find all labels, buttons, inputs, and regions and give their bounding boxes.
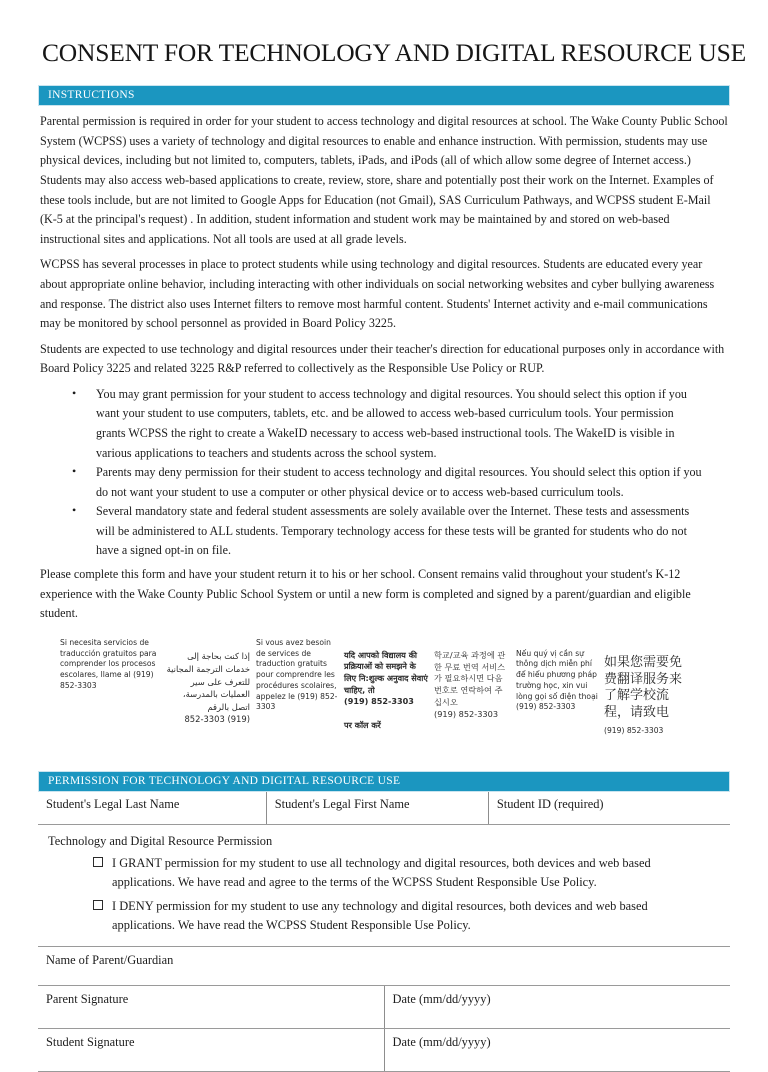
table-row bbox=[38, 947, 730, 986]
translation-arabic-text: إذا كنت بحاجة إلى خدمات الترجمة المجانية للتعرف على سير العمليات بالمدرسة، اتصل بالرقم bbox=[166, 651, 250, 712]
translation-chinese-text: 如果您需要免费翻译服务来了解学校流程，请致电 bbox=[604, 654, 683, 721]
list-item: • Parents may deny permission for their student to access technology and digital resources. You should select this option if you do not want your student to use a computer or other physical device or to access web-based curriculum tools. bbox=[38, 463, 730, 502]
permission-section-label: PERMISSION FOR TECHNOLOGY AND DIGITAL RESOURCE USE bbox=[48, 774, 401, 787]
instructions-section-header bbox=[38, 85, 730, 106]
field-student-first-name[interactable]: Student's Legal First Name bbox=[266, 792, 488, 825]
permission-section-header bbox=[38, 771, 730, 792]
signature-table bbox=[38, 947, 730, 1072]
instructions-bullet-list bbox=[38, 385, 730, 561]
translation-vietnamese-phone: (919) 852-3303 bbox=[516, 702, 576, 712]
list-item: • You may grant permission for your student to access technology and digital resources. You should select this option if you want your student to use computers, tablets, etc. and be allowed to access web-based curriculum tools. Your permission grants WCPSS the right to create a WakeID necessary to access web-based instructional tools. The WakeID is visible in various applications to teachers and students across the school system. bbox=[38, 385, 730, 463]
translation-hindi bbox=[344, 638, 434, 744]
checkbox-icon-grant[interactable] bbox=[93, 857, 103, 867]
permission-heading: Technology and Digital Resource Permission bbox=[48, 833, 273, 848]
field-student-id[interactable]: Student ID (required) bbox=[488, 792, 730, 825]
translation-arabic bbox=[164, 638, 256, 739]
permission-form bbox=[38, 771, 730, 1072]
instructions-paragraph-3: Students are expected to use technology and digital resources under their teacher's direction for educational purposes only in accordance with Board Policy 3225 and related 3225 R&P referred to collectively as the Responsible Use Policy or RUP. bbox=[40, 341, 725, 376]
field-parent-signature-date[interactable]: Date (mm/dd/yyyy) bbox=[384, 985, 730, 1028]
translation-vietnamese-text: Nếu quý vị cần sự thông dịch miễn phí để hiểu phương pháp trường học, xin vui lòng gọi số điện thoại bbox=[516, 648, 598, 701]
translation-vietnamese bbox=[516, 638, 604, 724]
translation-chinese-phone: (919) 852-3303 bbox=[604, 726, 664, 736]
translation-korean-text: 학교/교육 과정에 관한 무료 번역 서비스가 필요하시면 다음 번호로 연락하여 주십시오 bbox=[434, 649, 506, 708]
instructions-paragraph-2: WCPSS has several processes in place to protect students while using technology and digital resources. Students are educated every year about appropriate online behavior, including interacting with other individuals on social networking websites and cyber bullying awareness and response. The district also uses Internet filters to remove most harmful content. Students' Internet activity and e-mail communications may be monitored by school personnel as provided in Board Policy 3225. bbox=[40, 257, 715, 331]
field-parent-signature[interactable]: Parent Signature bbox=[38, 985, 384, 1028]
instructions-closing-paragraph: Please complete this form and have your student return it to his or her school. Consent remains valid throughout your student's K-12 experience with the Wake County Public School System or until a new form is completed and signed by a parent/guardian and eligible student. bbox=[40, 567, 691, 621]
translation-notices bbox=[38, 638, 730, 753]
field-student-signature[interactable]: Student Signature bbox=[38, 1028, 384, 1071]
table-row bbox=[38, 792, 730, 825]
permission-option-deny[interactable] bbox=[48, 897, 730, 935]
translation-french: Si vous avez besoin de services de traduction gratuits pour comprendre les procédures scolaires, appelez le (919) 852-3303 bbox=[256, 637, 338, 712]
instructions-body bbox=[38, 106, 730, 623]
student-name-table bbox=[38, 792, 730, 825]
translation-hindi-text: यदि आपको विद्यालय की प्रक्रियाओं को समझने के लिए नि:शुल्क अनुवाद सेवाएं चाहिए, तो bbox=[344, 649, 428, 695]
translation-korean-phone: (919) 852-3303 bbox=[434, 709, 499, 720]
translation-arabic-phone: (919) 852-3303 bbox=[184, 714, 250, 725]
list-item: • Several mandatory state and federal student assessments are solely available over the Internet. These tests and assessments will be administered to ALL students. Temporary technology access for these tests will be granted for students who do not have a signed opt-in on file. bbox=[38, 502, 730, 561]
translation-korean bbox=[434, 638, 516, 733]
translation-spanish: Si necesita servicios de traducción gratuitos para comprender los procesos escolares, llame al (919) 852-3303 bbox=[60, 637, 157, 690]
instructions-paragraph-1: Parental permission is required in order for your student to access technology and digital resources at school. The Wake County Public School System (WCPSS) uses a variety of technology and digital resources to enable and enhance instruction. With permission, students may use physical devices, including but not limited to, computers, tablets, iPads, and iPods (all of which allow some degree of Internet access.) Students may also access web-based applications to create, review, store, share and potentially post their work on the Internet. Examples of these tools include, but are not limited to Google Apps for Education (not Gmail), SAS Curriculum Pathways, and WCPSS student E-Mail (K-5 at the principal's request) . In addition, student information and student work may be maintained by and stored on web-based instructional sites and applications. Not all tools are used at all grade levels. bbox=[40, 114, 728, 246]
permission-option-deny-label: I DENY permission for my student to use any technology and digital resources, both devices and web based applications. We have read the WCPSS Student Responsible Use Policy. bbox=[112, 898, 648, 932]
table-row bbox=[38, 985, 730, 1028]
field-parent-guardian-name[interactable]: Name of Parent/Guardian bbox=[38, 947, 730, 986]
permission-option-grant[interactable] bbox=[48, 854, 730, 892]
permission-options-block bbox=[38, 825, 730, 947]
permission-option-grant-label: I GRANT permission for my student to use all technology and digital resources, both devices and web based applications. We have read and agree to the terms of the WCPSS Student Responsible Use Policy. bbox=[112, 855, 651, 889]
field-student-signature-date[interactable]: Date (mm/dd/yyyy) bbox=[384, 1028, 730, 1071]
instructions-section-label: INSTRUCTIONS bbox=[48, 89, 135, 102]
translation-chinese bbox=[604, 638, 700, 753]
page-title: CONSENT FOR TECHNOLOGY AND DIGITAL RESOURCE USE bbox=[42, 38, 747, 67]
field-student-last-name[interactable]: Student's Legal Last Name bbox=[38, 792, 266, 825]
translation-hindi-tail: पर कॉल करें bbox=[344, 719, 381, 730]
table-row bbox=[38, 1028, 730, 1071]
checkbox-icon-deny[interactable] bbox=[93, 900, 103, 910]
translation-hindi-phone: (919) 852-3303 bbox=[344, 696, 414, 707]
